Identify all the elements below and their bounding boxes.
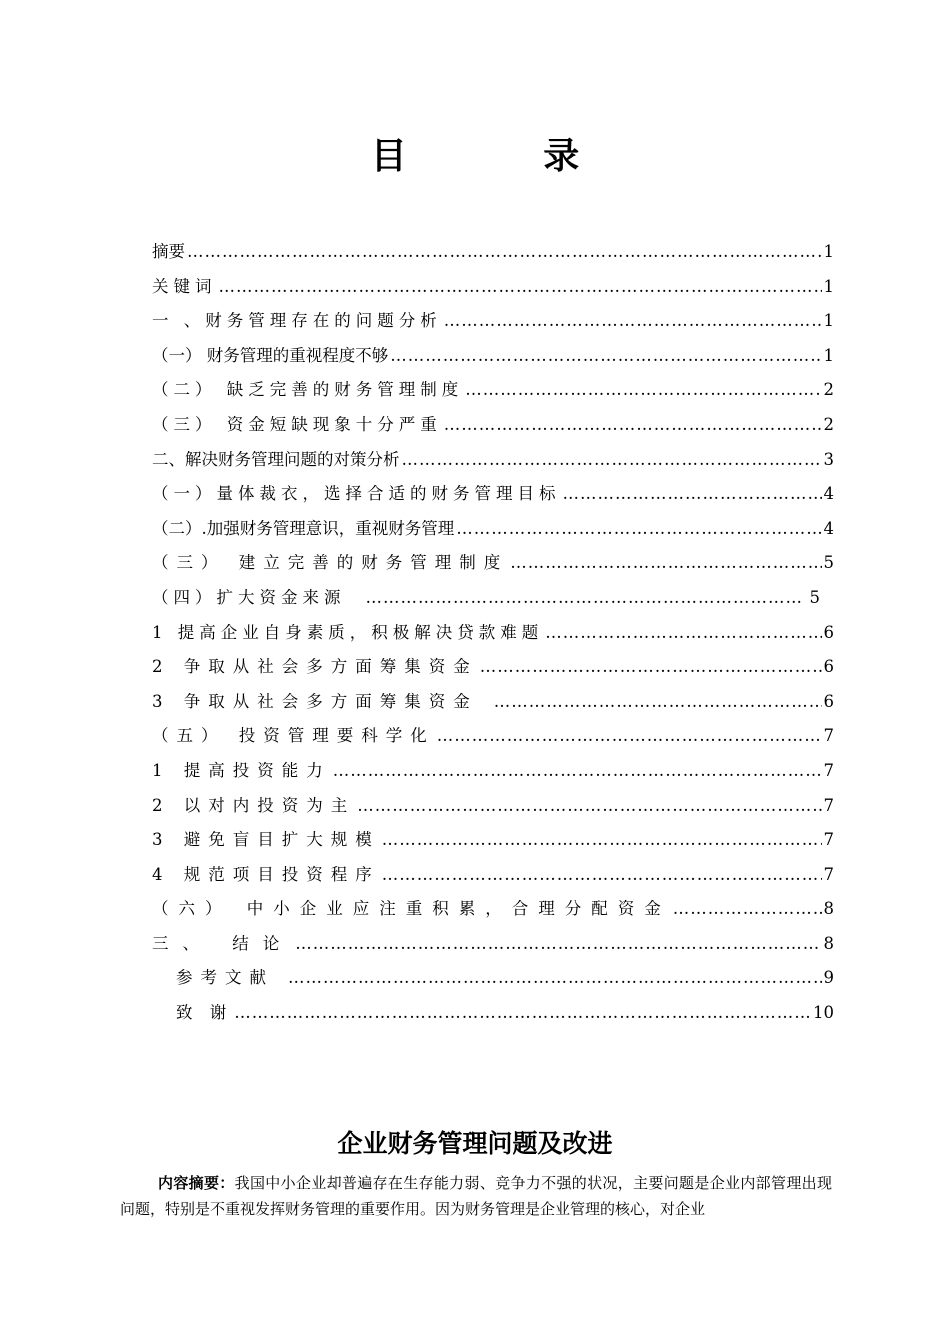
toc-entry[interactable]	[152, 722, 834, 757]
toc-entry-page: 1	[823, 242, 834, 261]
toc-entry-label: 一 、财务管理存在的问题分析	[152, 311, 442, 331]
toc-entry-label: （六） 中小企业应注重积累，合理分配资金	[152, 899, 671, 919]
toc-title: 目 录	[370, 136, 642, 177]
toc-leader-dots	[444, 415, 822, 434]
toc-leader-dots	[234, 1003, 811, 1022]
toc-entry-label: 3 争取从社会多方面筹集资金	[152, 691, 478, 711]
toc-entry-page: 3	[823, 449, 834, 469]
toc-entry-label: （一） 财务管理的重视程度不够	[152, 345, 389, 365]
toc-entry-page: 5	[809, 587, 820, 607]
toc-entry-page: 1	[823, 311, 834, 331]
toc-entry[interactable]	[152, 653, 834, 688]
toc-leader-dots	[545, 623, 821, 642]
toc-entry[interactable]	[152, 964, 834, 999]
toc-entry[interactable]	[152, 619, 834, 654]
document-title: 企业财务管理问题及改进	[337, 1129, 613, 1158]
toc-leader-dots	[444, 311, 822, 330]
abstract-text: 我国中小企业却普遍存在生存能力弱、竞争力不强的状况，主要问题是企业内部管理出现问题，特别是不重视发挥财务管理的重要作用。因为财务管理是企业管理的核心，对企业	[120, 1174, 832, 1218]
toc-entry-page: 2	[823, 414, 834, 434]
toc-entry-page: 9	[823, 968, 834, 988]
toc-entry-label: 1 提高企业自身素质，积极解决贷款难题	[152, 622, 544, 642]
toc-entry[interactable]	[152, 792, 834, 827]
toc-leader-dots	[402, 450, 822, 469]
toc-entry[interactable]	[152, 861, 834, 896]
toc-entry-label: 参考文献	[176, 968, 274, 988]
toc-entry-page: 4	[823, 518, 834, 538]
toc-entry[interactable]	[152, 515, 834, 550]
toc-entry-page: 5	[823, 553, 834, 573]
toc-entry[interactable]	[152, 480, 834, 515]
toc-entry[interactable]	[152, 895, 834, 930]
toc-entry-page: 7	[823, 830, 834, 850]
toc-entry-page: 8	[823, 933, 834, 953]
abstract-paragraph	[120, 1170, 832, 1222]
toc-leader-dots	[219, 277, 822, 296]
toc-leader-dots	[357, 796, 821, 815]
toc-leader-dots	[673, 899, 822, 918]
toc-entry-page: 7	[823, 726, 834, 746]
toc-entry-label: 三、 结论	[152, 933, 294, 953]
toc-entry-label: 4 规范项目投资程序	[152, 864, 380, 884]
toc-entry-label: （五） 投资管理要科学化	[152, 726, 435, 746]
toc-entry[interactable]	[152, 446, 834, 481]
toc-leader-dots	[563, 484, 822, 503]
toc-entry-label: （一）量体裁衣，选择合适的财务管理目标	[152, 484, 561, 504]
toc-entry[interactable]	[152, 549, 834, 584]
toc-leader-dots	[494, 692, 822, 711]
toc-entry[interactable]	[152, 757, 834, 792]
toc-entry-label: 2 争取从社会多方面筹集资金	[152, 657, 478, 677]
toc-entry[interactable]	[152, 238, 834, 273]
toc-entry-label: 3 避免盲目扩大规模	[152, 830, 380, 850]
toc-entry-label: 摘要	[152, 242, 185, 261]
toc-entry[interactable]	[152, 411, 834, 446]
toc-entry[interactable]	[152, 584, 834, 619]
toc-entry[interactable]	[152, 688, 834, 723]
toc-entry[interactable]	[152, 930, 834, 965]
toc-entry-page: 6	[823, 691, 834, 711]
toc-entry-label: （二） 缺乏完善的财务管理制度	[152, 380, 464, 400]
toc-entry-label: 1 提高投资能力	[152, 760, 331, 780]
toc-entry-label: （二）.加强财务管理意识，重视财务管理	[152, 518, 455, 538]
toc-entry-page: 6	[823, 622, 834, 642]
toc-entry[interactable]	[152, 307, 834, 342]
toc-entry-page: 1	[823, 345, 834, 365]
toc-entry-label: 2 以对内投资为主	[152, 795, 356, 815]
toc-entry[interactable]	[152, 376, 834, 411]
toc-entry-page: 2	[823, 380, 834, 400]
table-of-contents	[152, 238, 834, 1034]
toc-entry-page: 7	[823, 795, 834, 815]
toc-entry[interactable]	[152, 342, 834, 377]
toc-entry-page: 7	[823, 864, 834, 884]
toc-entry-page: 4	[823, 484, 834, 504]
toc-leader-dots	[366, 588, 804, 607]
toc-leader-dots	[390, 346, 821, 365]
toc-leader-dots	[295, 934, 821, 953]
toc-entry-page: 1	[823, 276, 834, 296]
toc-leader-dots	[465, 380, 821, 399]
toc-leader-dots	[382, 830, 822, 849]
toc-leader-dots	[288, 968, 822, 987]
toc-entry[interactable]	[152, 273, 834, 308]
toc-entry-page: 7	[823, 760, 834, 780]
toc-leader-dots	[510, 553, 821, 572]
toc-leader-dots	[382, 865, 822, 884]
toc-entry-page: 6	[823, 657, 834, 677]
toc-leader-dots	[456, 519, 821, 538]
toc-entry-page: 8	[823, 899, 834, 919]
toc-entry-page: 10	[813, 1003, 834, 1023]
toc-entry-label: 致 谢	[176, 1003, 233, 1023]
toc-entry-label: 二、解决财务管理问题的对策分析	[152, 449, 400, 469]
toc-entry-label: 关键词	[152, 276, 217, 296]
toc-leader-dots	[187, 242, 822, 261]
toc-entry[interactable]	[152, 999, 834, 1034]
toc-leader-dots	[333, 761, 822, 780]
toc-entry[interactable]	[152, 826, 834, 861]
toc-entry-label: （四）扩大资金来源	[152, 587, 346, 607]
abstract-label: 内容摘要：	[158, 1174, 235, 1192]
toc-entry-label: （三） 建立完善的财务管理制度	[152, 553, 509, 573]
toc-leader-dots	[437, 726, 822, 745]
toc-leader-dots	[480, 657, 822, 676]
toc-entry-label: （三） 资金短缺现象十分严重	[152, 414, 442, 434]
